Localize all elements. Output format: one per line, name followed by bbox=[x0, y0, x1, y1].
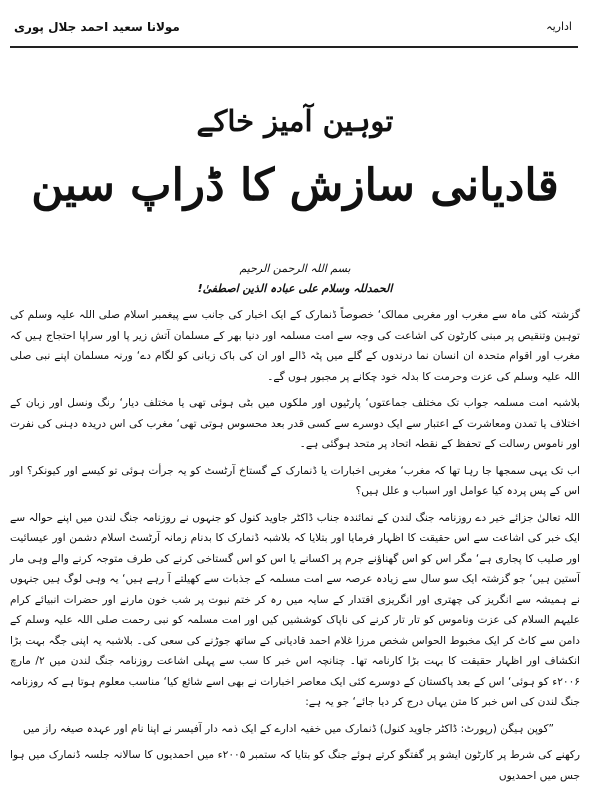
article-kicker: توہین آمیز خاکے bbox=[196, 104, 394, 138]
author-name: مولانا سعید احمد جلال پوری bbox=[14, 20, 180, 34]
paragraph: اللہ تعالیٰ جزائے خیر دے روزنامہ جنگ لندن کے نمائندہ جناب ڈاکٹر جاوید کنول کو جنہوں نے روزنامہ جنگ لندن میں اپنے حوالہ سے ایک خبر کی اشاعت سے اس حقیقت کا اظہار فرمایا اور بتلایا کہ بلاشبہ ڈنمارک کا بدنام زمانہ آرٹسٹ اسلام دشمن اور عیسائیت اور صلیب کا پجاری ہے‘ مگر اس کو اس گھناؤنے جرم پر اکسانے یا اس کو اس گستاخی کرنے کی طرف متوجہ کرنے والے وہی مار آستین ہیں‘ جو گزشتہ ایک سو سال سے زیادہ عرصہ سے امت مسلمہ کے جذبات سے کھیلتے آ رہے ہیں‘ یہ وہی لوگ ہیں جنہوں نے ہمیشہ سے انگریز کی چھتری اور انگریزی اقتدار کے سایہ میں رہ کر ختم نبوت پر شب خون مارنے اور حضرات انبیائے کرام علیہم السلام کی عزت وناموس کو تار تار کرنے کی ناپاک کوششیں کیں اور امت مسلمہ کو نبی رحمت صلی اللہ علیہ وسلم کے دامن سے کاٹ کر ایک مخبوط الحواس شخص مرزا غلام احمد قادیانی کے ساتھ جوڑنے کی سعی کی۔ بلاشبہ یہ اپنی جگہ بہت بڑا انکشاف اور اظہار حقیقت کا بہت بڑا کارنامہ تھا۔ چنانچہ اس خبر کا سب سے پہلی اشاعت روزنامہ جنگ لندن میں ۲/ مارچ ۲۰۰۶ء کو ہوئی‘ اس کے بعد پاکستان کے دوسرے کئی ایک معاصر اخبارات نے بھی اسے شائع کیا‘ مناسب معلوم ہوتا ہے کہ روزنامہ جنگ لندن کی اس خبر کا متن یہاں درج کر دیا جائے‘ جو یہ ہے: bbox=[10, 511, 580, 708]
page-header bbox=[0, 0, 590, 48]
article-body bbox=[10, 305, 580, 792]
section-label: اداریہ bbox=[546, 20, 572, 33]
article-title: قادیانی سازش کا ڈراپ سین bbox=[31, 160, 559, 211]
paragraph: بلاشبہ امت مسلمہ جواب تک مختلف جماعتوں‘ پارٹیوں اور ملکوں میں بٹی ہوئی تھی یا مختلف دیار‘ رنگ ونسل اور زبان کے اختلاف یا تمدن ومعاشرت کے اعتبار سے ایک دوسرے سے کسی قدر بعد محسوس ہوتی تھی‘ مغرب کی اس دریدہ دہنی کی نفرت اور ناموس رسالت کے تحفظ کے نقطہ اتحاد پر متحد ہوگئی ہے۔ bbox=[10, 397, 580, 450]
header-rule bbox=[10, 46, 578, 48]
paragraph: اب تک یہی سمجھا جا رہا تھا کہ مغرب‘ مغربی اخبارات یا ڈنمارک کے گستاخ آرٹسٹ کو یہ جرأت ہوئی تو کیسے اور کیونکر؟ اور اس کے پس پردہ کیا عوامل اور اسباب و علل ہیں؟ bbox=[10, 464, 580, 497]
bismillah: بسم اللہ الرحمن الرحیم bbox=[239, 262, 351, 275]
quote-line: ”کوپن ہیگن (رپورٹ: ڈاکٹر جاوید کنول) ڈنمارک میں خفیہ ادارے کے ایک ذمہ دار آفیسر نے اپنا نام اور عہدہ صیغہ راز میں bbox=[22, 722, 554, 735]
hamd-line: الحمدللہ وسلام علی عبادہ الذین اصطفیٰ! bbox=[197, 282, 393, 295]
quote-line: رکھنے کی شرط پر کارٹون ایشو پر گفتگو کرتے ہوئے جنگ کو بتایا کہ ستمبر ۲۰۰۵ء میں احمدیوں کا سالانہ جلسہ ڈنمارک میں ہوا جس میں احمدیوں bbox=[10, 749, 580, 782]
paragraph: گزشتہ کئی ماہ سے مغرب اور مغربی ممالک‘ خصوصاً ڈنمارک کے ایک اخبار کی جانب سے پیغمبر اسلام صلی اللہ علیہ وسلم کی توہین وتنقیص پر مبنی کارٹون کی اشاعت کی وجہ سے امت مسلمہ اور دنیا بھر کے مسلمان آتش زیر پا اور سراپا احتجاج ہیں کہ مغرب اور اقوام متحدہ ان انسان نما درندوں کے گلے میں پٹہ ڈالے اور ان کی باک زبانی کو لگام دے‘ ورنہ مسلمان اپنے نبی صلی اللہ علیہ وسلم کی عزت وحرمت کا بدلہ خود چکانے پر مجبور ہوں گے۔ bbox=[10, 309, 580, 383]
